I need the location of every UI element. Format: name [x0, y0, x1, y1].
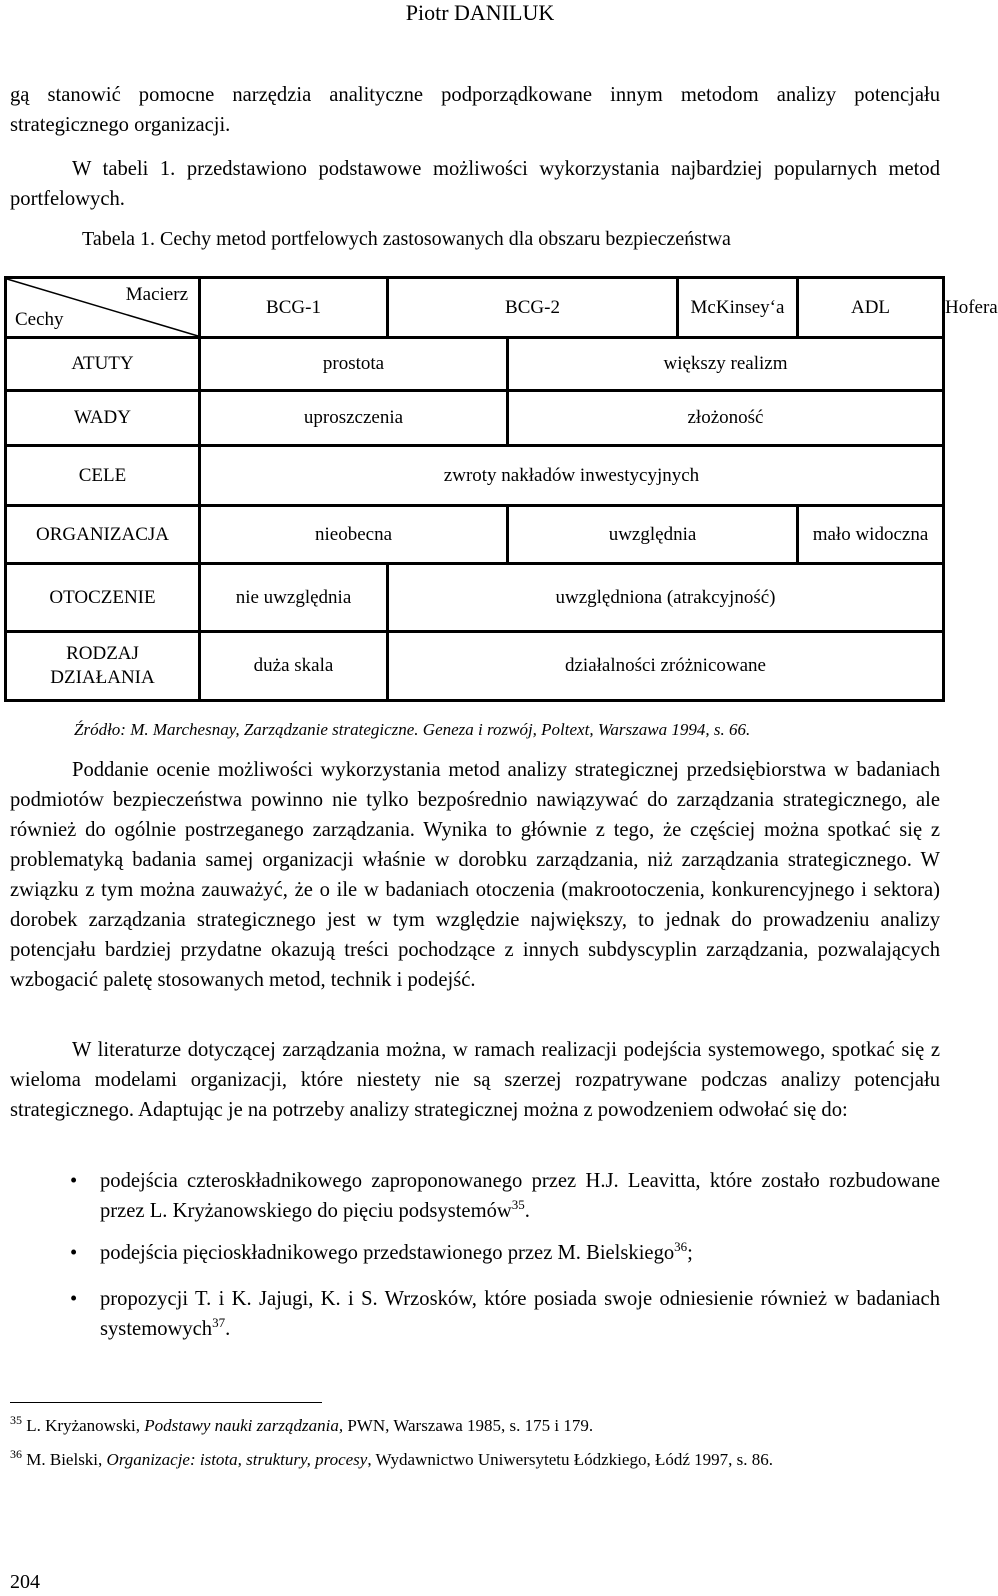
table-row	[6, 391, 944, 446]
bullet-icon: •	[70, 1170, 78, 1192]
bullet-icon: •	[70, 1242, 78, 1264]
row-label: OTOCZENIE	[6, 564, 200, 632]
footnote-divider	[10, 1402, 322, 1403]
body-paragraph-2	[10, 1035, 940, 1125]
footnote-text: , Wydawnictwo Uniwersytetu Łódzkiego, Łódź 1997, s. 86.	[367, 1450, 773, 1469]
row-label-line: RODZAJ	[66, 643, 139, 664]
footnote	[10, 1414, 940, 1438]
table-row	[6, 446, 944, 506]
row-label: CELE	[6, 446, 200, 506]
table-cell: działalności zróżnicowane	[388, 632, 944, 701]
footnote-ref: 36	[674, 1239, 688, 1254]
footnote-text: L. Kryżanowski,	[26, 1416, 145, 1435]
bullet-icon: •	[70, 1288, 78, 1310]
table-row	[6, 632, 944, 701]
list-item-tail: ;	[687, 1242, 693, 1264]
row-label: WADY	[6, 391, 200, 446]
table-intro-paragraph	[10, 154, 940, 214]
row-label: ATUTY	[6, 338, 200, 391]
table-cell: złożoność	[508, 391, 944, 446]
footnote-ref: 37	[212, 1315, 226, 1330]
page-number: 204	[10, 1571, 40, 1593]
column-header: BCG-1	[200, 278, 388, 338]
table-source: Źródło: M. Marchesnay, Zarządzanie strategiczne. Geneza i rozwój, Poltext, Warszawa 1994, s. 66.	[74, 720, 751, 739]
paragraph-text: Poddanie ocenie możliwości wykorzystania metod analizy strategicznej przedsiębiorstwa w badaniach podmiotów bezpieczeństwa powinno nie tylko bezpośrednio nawiązywać do zarządzania strategicznego, ale również do ogólnie postrzeganego zarządzania. Wynika to głównie z tego, że częściej można spotkać się z problematyką badania samej organizacji właśnie w dorobku zarządzania, niż zarządzania strategicznego. W związku z tym można zauważyć, że o ile w badaniach otoczenia (makrootoczenia, konkurencyjnego i sektora) dorobek zarządzania strategicznego jest w tym względzie największy, to jednak do prowadzeniu analizy potencjału bardziej przydatne okazują treści pochodzące z innych subdyscyplin zarządzania, pozwalających wzbogacić paletę stosowanych metod, technik i podejść.	[10, 759, 940, 991]
table-caption: Tabela 1. Cechy metod portfelowych zastosowanych dla obszaru bezpieczeństwa	[82, 228, 731, 250]
table-corner-cell	[6, 278, 200, 338]
row-label: ORGANIZACJA	[6, 506, 200, 564]
paragraph-text: W literaturze dotyczącej zarządzania można, w ramach realizacji podejścia systemowego, spotkać się z wieloma modelami organizacji, które niestety nie są szerzej rozpatrywane podczas analizy potencjału strategicznego. Adaptując je na potrzeby analizy strategicznej można z powodzeniem odwołać się do:	[10, 1039, 940, 1121]
table-cell: nie uwzględnia	[200, 564, 388, 632]
row-label-line: DZIAŁANIA	[50, 667, 155, 688]
footnote	[10, 1448, 940, 1472]
footnote-ref: 35	[511, 1197, 525, 1212]
body-paragraph-1	[10, 755, 940, 995]
column-header: McKinsey‘a	[678, 278, 798, 338]
table-cell: uwzględnia	[508, 506, 798, 564]
column-header: ADL	[798, 278, 944, 338]
row-label	[6, 632, 200, 701]
table-cell: większy realizm	[508, 338, 944, 391]
list-item	[10, 1166, 940, 1226]
list-item-text: podejścia czteroskładnikowego zaproponowanego przez H.J. Leavitta, które zostało rozbudowane przez L. Kryżanowskiego do pięciu podsystemów	[100, 1170, 940, 1222]
list-item-text: propozycji T. i K. Jajugi, K. i S. Wrzosków, które posiada swoje odniesienie również w badaniach systemowych	[100, 1288, 940, 1340]
table-header-row: Macierz Cechy BCG-1 BCG-2 McKinsey‘a ADL Hofera	[6, 278, 944, 338]
table-cell: zwroty nakładów inwestycyjnych	[200, 446, 944, 506]
list-item-text: podejścia pięcioskładnikowego przedstawionego przez M. Bielskiego	[100, 1242, 675, 1264]
table-cell: mało widoczna	[798, 506, 944, 564]
corner-label-matrix: Macierz	[125, 284, 188, 305]
intro-paragraph: gą stanowić pomocne narzędzia analityczne podporządkowane innym metodom analizy potencjału strategicznego organizacji.	[10, 84, 940, 136]
table-intro-text: W tabeli 1. przedstawiono podstawowe możliwości wykorzystania najbardziej popularnych metod portfelowych.	[10, 158, 940, 210]
footnote-number: 35	[10, 1413, 22, 1427]
table-row	[6, 564, 944, 632]
bullet-list	[10, 1166, 940, 1344]
footnote-text: PWN, Warszawa 1985, s. 175 i 179.	[343, 1416, 594, 1435]
corner-label-features: Cechy	[15, 309, 64, 330]
table-cell: duża skala	[200, 632, 388, 701]
list-item-tail: .	[225, 1318, 231, 1340]
footnote-title: Podstawy nauki zarządzania,	[144, 1416, 344, 1435]
table-cell: uwzględniona (atrakcyjność)	[388, 564, 944, 632]
column-header: BCG-2	[388, 278, 678, 338]
footnote-title: Organizacje: istota, struktury, procesy	[106, 1450, 368, 1469]
methods-table	[4, 276, 998, 702]
list-item-tail: .	[524, 1200, 530, 1222]
list-item	[10, 1238, 940, 1268]
footnote-number: 36	[10, 1447, 22, 1461]
footnote-text: M. Bielski,	[26, 1450, 107, 1469]
table-row	[6, 506, 944, 564]
table-cell: uproszczenia	[200, 391, 508, 446]
table-row	[6, 338, 944, 391]
table-cell: nieobecna	[200, 506, 508, 564]
list-item	[10, 1284, 940, 1344]
table-cell: prostota	[200, 338, 508, 391]
running-header: Piotr DANILUK	[405, 0, 555, 25]
